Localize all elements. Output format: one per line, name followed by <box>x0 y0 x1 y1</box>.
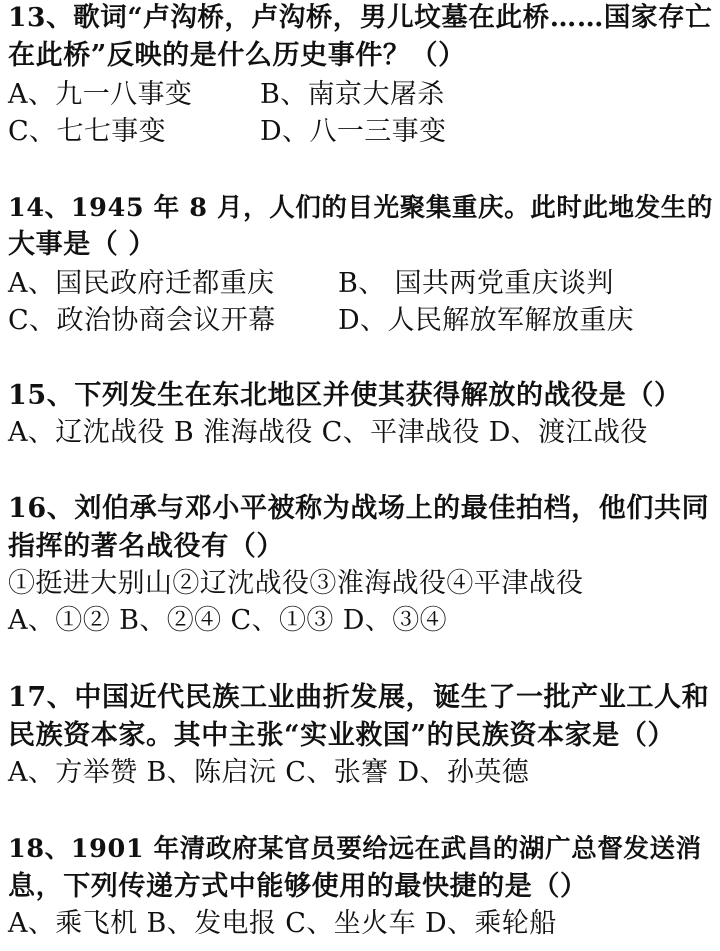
question-14-stem-line-2: 大事是（ ） <box>8 229 156 260</box>
question-18-options: A、乘飞机 B、发电报 C、坐火车 D、乘轮船 <box>8 908 557 939</box>
question-14-option-d: D、人民解放军解放重庆 <box>338 305 635 336</box>
question-13-option-row-1 <box>8 77 708 113</box>
question-16-items: ①挺进大别山②辽沈战役③淮海战役④平津战役 <box>8 568 584 599</box>
question-14-option-a: A、国民政府迁都重庆 <box>8 268 275 299</box>
question-13-option-c: C、七七事变 <box>8 116 167 147</box>
question-17-stem-line-2: 民族资本家。其中主张“实业救国”的民族资本家是（） <box>8 720 676 751</box>
question-14-option-row-2 <box>8 303 708 339</box>
question-17-stem-line-1: 17、中国近代民族工业曲折发展，诞生了一批产业工人和 <box>8 682 710 713</box>
question-14-option-b: B、 国共两党重庆谈判 <box>338 268 614 299</box>
question-16-stem-line-2: 指挥的著名战役有（） <box>8 531 284 562</box>
question-17-options: A、方举赞 B、陈启沅 C、张謇 D、孙英德 <box>8 757 530 788</box>
question-13-stem-line-1: 13、歌词“卢沟桥，卢沟桥，男儿坟墓在此桥……国家存亡 <box>8 2 713 33</box>
question-13-option-row-2 <box>8 114 708 150</box>
question-14-stem-line-1: 14、1945 年 8 月，人们的目光聚集重庆。此时此地发生的 <box>8 193 713 223</box>
question-15-options: A、辽沈战役 B 淮海战役 C、平津战役 D、渡江战役 <box>8 417 648 448</box>
question-18-stem-line-2: 息，下列传递方式中能够使用的最快捷的是（） <box>8 871 588 902</box>
question-13-option-d: D、八一三事变 <box>260 116 447 147</box>
question-18-stem-line-1: 18、1901 年清政府某官员要给远在武昌的湖广总督发送消 <box>8 834 702 864</box>
question-14-option-row-1 <box>8 266 708 302</box>
question-16-stem-line-1: 16、刘伯承与邓小平被称为战场上的最佳拍档，他们共同 <box>8 493 710 524</box>
question-13-stem-line-2: 在此桥”反映的是什么历史事件？（） <box>8 40 466 71</box>
question-16-options: A、①② B、②④ C、①③ D、③④ <box>8 605 447 636</box>
question-13-option-a: A、九一八事变 <box>8 79 193 110</box>
question-15-stem-line-1: 15、下列发生在东北地区并使其获得解放的战役是（） <box>8 380 682 411</box>
question-13-option-b: B、南京大屠杀 <box>260 79 445 110</box>
question-14-option-c: C、政治协商会议开幕 <box>8 305 276 336</box>
